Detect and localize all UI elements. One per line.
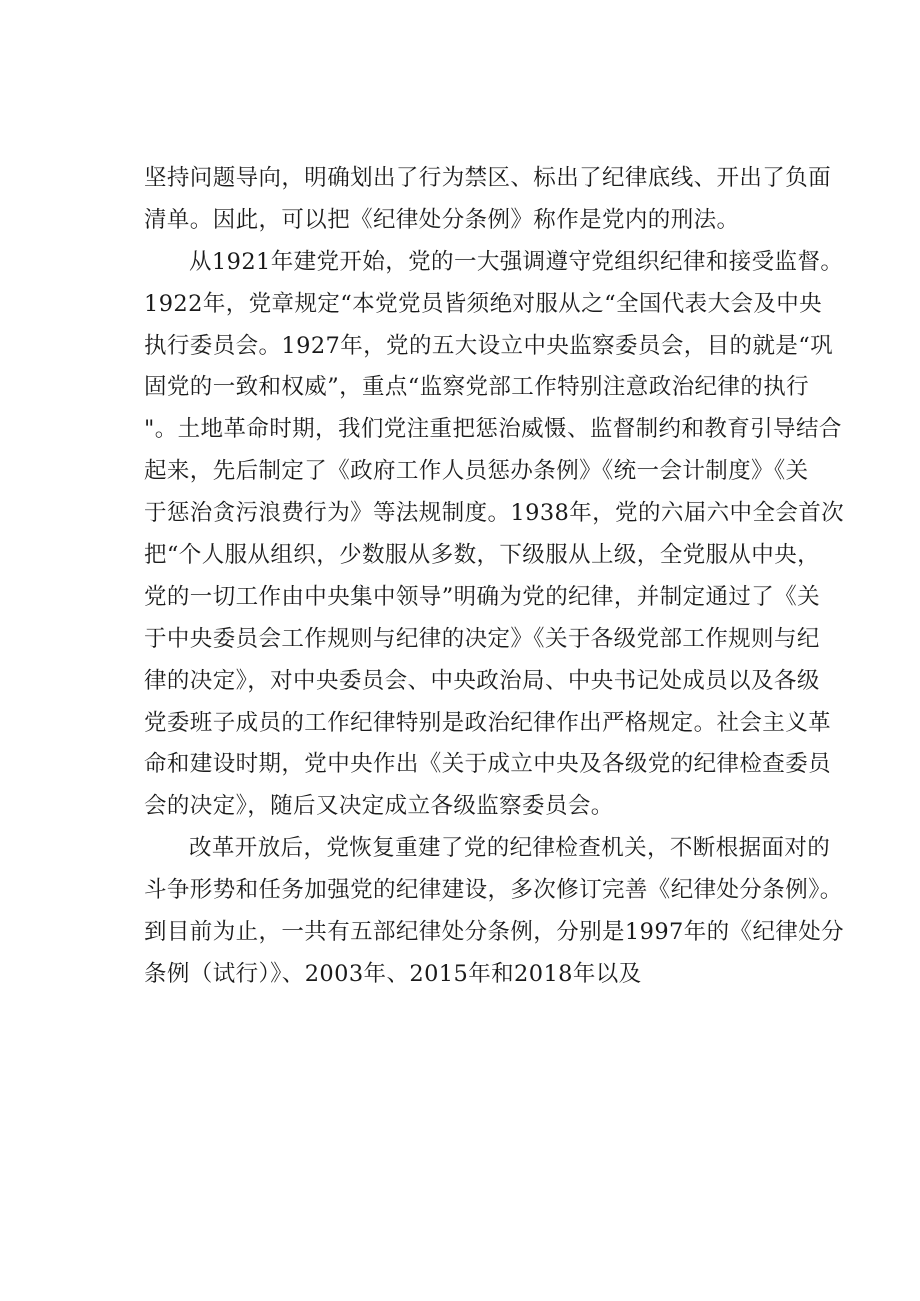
text-line: 到目前为止，一共有五部纪律处分条例，分别是1997年的《纪律处分: [144, 919, 845, 946]
text-line: 起来，先后制定了《政府工作人员惩办条例》《统一会计制度》《关: [144, 458, 809, 485]
text-line: 会的决定》，随后又决定成立各级监察委员会。: [144, 793, 614, 820]
text-line: 1922年，党章规定“本党党员皆须绝对服从之“全国代表大会及中央: [144, 290, 823, 317]
text-line: 坚持问题导向，明确划出了行为禁区、标出了纪律底线、开出了负面: [144, 165, 832, 191]
text-line: 斗争形势和任务加强党的纪律建设，多次修订完善《纪律处分条例》。: [144, 877, 843, 904]
text-line: 于惩治贪污浪费行为》等法规制度。1938年，党的六届六中全会首次: [144, 500, 845, 527]
text-line: 党委班子成员的工作纪律特别是政治纪律作出严格规定。社会主义革: [144, 709, 832, 736]
text-line: 把“个人服从组织，少数服从多数，下级服从上级，全党服从中央，: [144, 542, 821, 569]
text-line: 党的一切工作由中央集中领导”明确为党的纪律，并制定通过了《关: [144, 583, 821, 610]
text-line: 从1921年建党开始，党的一大强调遵守党组织纪律和接受监督。: [189, 248, 844, 275]
text-line: 于中央委员会工作规则与纪律的决定》《关于各级党部工作规则与纪: [144, 625, 820, 652]
text-line: "。土地革命时期，我们党注重把惩治威慑、监督制约和教育引导结合: [144, 416, 842, 443]
text-line: 条例（试行）》、2003年、2015年和2018年以及: [144, 960, 642, 987]
text-line: 命和建设时期，党中央作出《关于成立中央及各级党的纪律检查委员: [144, 751, 832, 778]
text-line: 执行委员会。1927年，党的五大设立中央监察委员会，目的就是“巩: [144, 332, 834, 359]
text-line: 清单。因此，可以把《纪律处分条例》称作是党内的刑法。: [144, 206, 740, 233]
text-line: 改革开放后，党恢复重建了党的纪律检查机关，不断根据面对的: [189, 835, 831, 862]
text-line: 固党的一致和权威”，重点“监察党部工作特别注意政治纪律的执行: [144, 374, 810, 401]
body-text: [144, 158, 845, 996]
text-line: 律的决定》，对中央委员会、中央政治局、中央书记处成员以及各级: [144, 667, 820, 694]
